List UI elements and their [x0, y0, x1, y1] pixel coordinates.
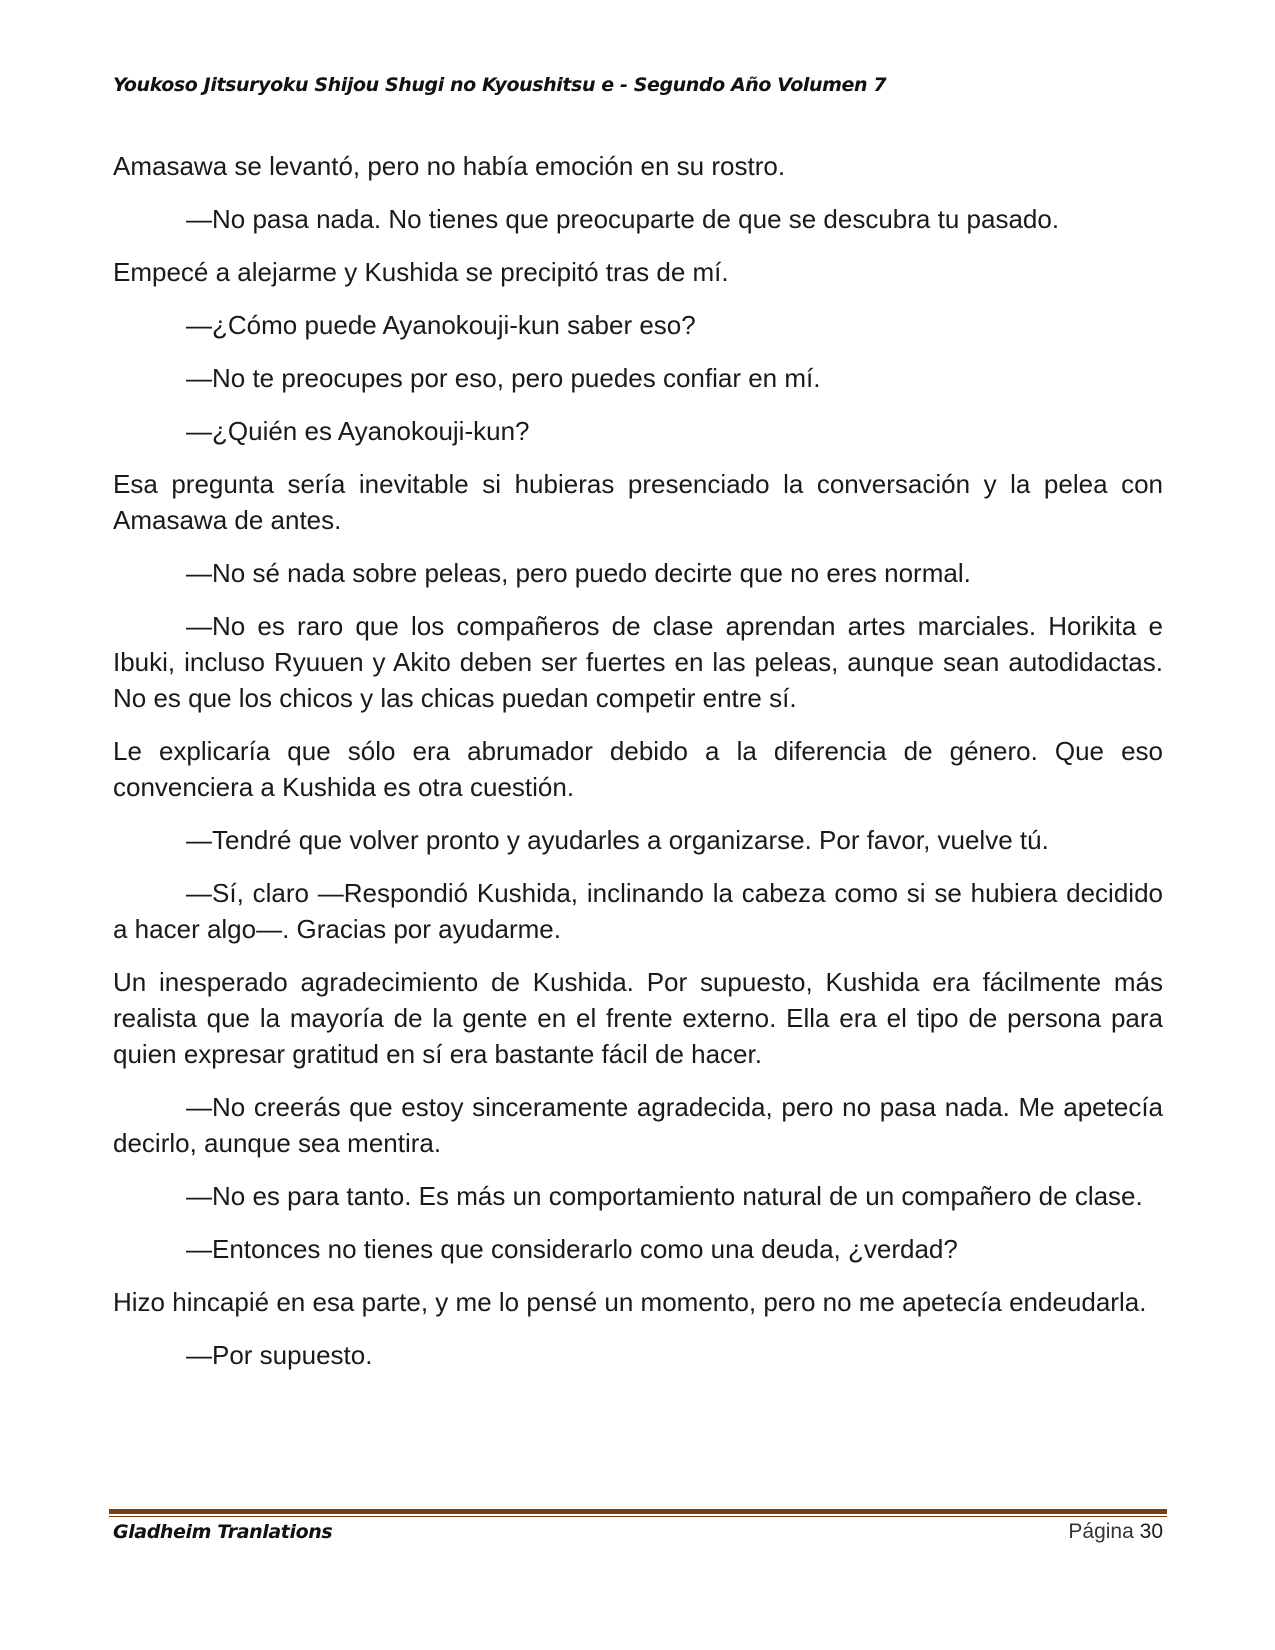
footer-divider-thin: [109, 1516, 1167, 1517]
paragraph-5: —No te preocupes por eso, pero puedes confiar en mí.: [186, 363, 821, 393]
page-number: 30: [1139, 1520, 1163, 1543]
paragraph-18: —Por supuesto.: [186, 1340, 373, 1370]
paragraph-7: Esa pregunta sería inevitable si hubieras presenciado la conversación y la pelea con Amasawa de antes.: [113, 469, 1163, 535]
paragraph-12: —Sí, claro —Respondió Kushida, inclinando la cabeza como si se hubiera decidido a hacer algo—. Gracias por ayudarme.: [113, 878, 1163, 944]
paragraph-14: —No creerás que estoy sinceramente agradecida, pero no pasa nada. Me apetecía decirlo, aunque sea mentira.: [113, 1092, 1163, 1158]
page-label: Página: [1068, 1520, 1134, 1543]
page-number-block: [1068, 1520, 1163, 1544]
paragraph-17: Hizo hincapié en esa parte, y me lo pensé un momento, pero no me apetecía endeudarla.: [113, 1287, 1147, 1317]
footer-divider-thick: [109, 1509, 1167, 1514]
paragraph-16: —Entonces no tienes que considerarlo como una deuda, ¿verdad?: [186, 1234, 958, 1264]
footer-divider: [109, 1509, 1167, 1517]
paragraph-9: —No es raro que los compañeros de clase aprendan artes marciales. Horikita e Ibuki, incluso Ryuuen y Akito deben ser fuertes en las peleas, aunque sean autodidactas. No es que los chicos y las chicas puedan competir entre sí.: [113, 611, 1163, 713]
paragraph-15: —No es para tanto. Es más un comportamiento natural de un compañero de clase.: [186, 1181, 1143, 1211]
paragraph-6: —¿Quién es Ayanokouji-kun?: [186, 416, 530, 446]
page-body: [113, 148, 1163, 1390]
paragraph-3: Empecé a alejarme y Kushida se precipitó tras de mí.: [113, 257, 729, 287]
running-header: Youkoso Jitsuryoku Shijou Shugi no Kyoushitsu e - Segundo Año Volumen 7: [113, 74, 887, 96]
footer-credit: Gladheim Tranlations: [113, 1521, 333, 1543]
paragraph-11: —Tendré que volver pronto y ayudarles a organizarse. Por favor, vuelve tú.: [186, 825, 1049, 855]
paragraph-8: —No sé nada sobre peleas, pero puedo decirte que no eres normal.: [186, 558, 971, 588]
paragraph-1: Amasawa se levantó, pero no había emoción en su rostro.: [113, 151, 786, 181]
paragraph-4: —¿Cómo puede Ayanokouji-kun saber eso?: [186, 310, 696, 340]
paragraph-13: Un inesperado agradecimiento de Kushida. Por supuesto, Kushida era fácilmente más realista que la mayoría de la gente en el frente externo. Ella era el tipo de persona para quien expresar gratitud en sí era bastante fácil de hacer.: [113, 967, 1163, 1069]
paragraph-10: Le explicaría que sólo era abrumador debido a la diferencia de género. Que eso convenciera a Kushida es otra cuestión.: [113, 736, 1163, 802]
paragraph-2: —No pasa nada. No tienes que preocuparte de que se descubra tu pasado.: [186, 204, 1060, 234]
